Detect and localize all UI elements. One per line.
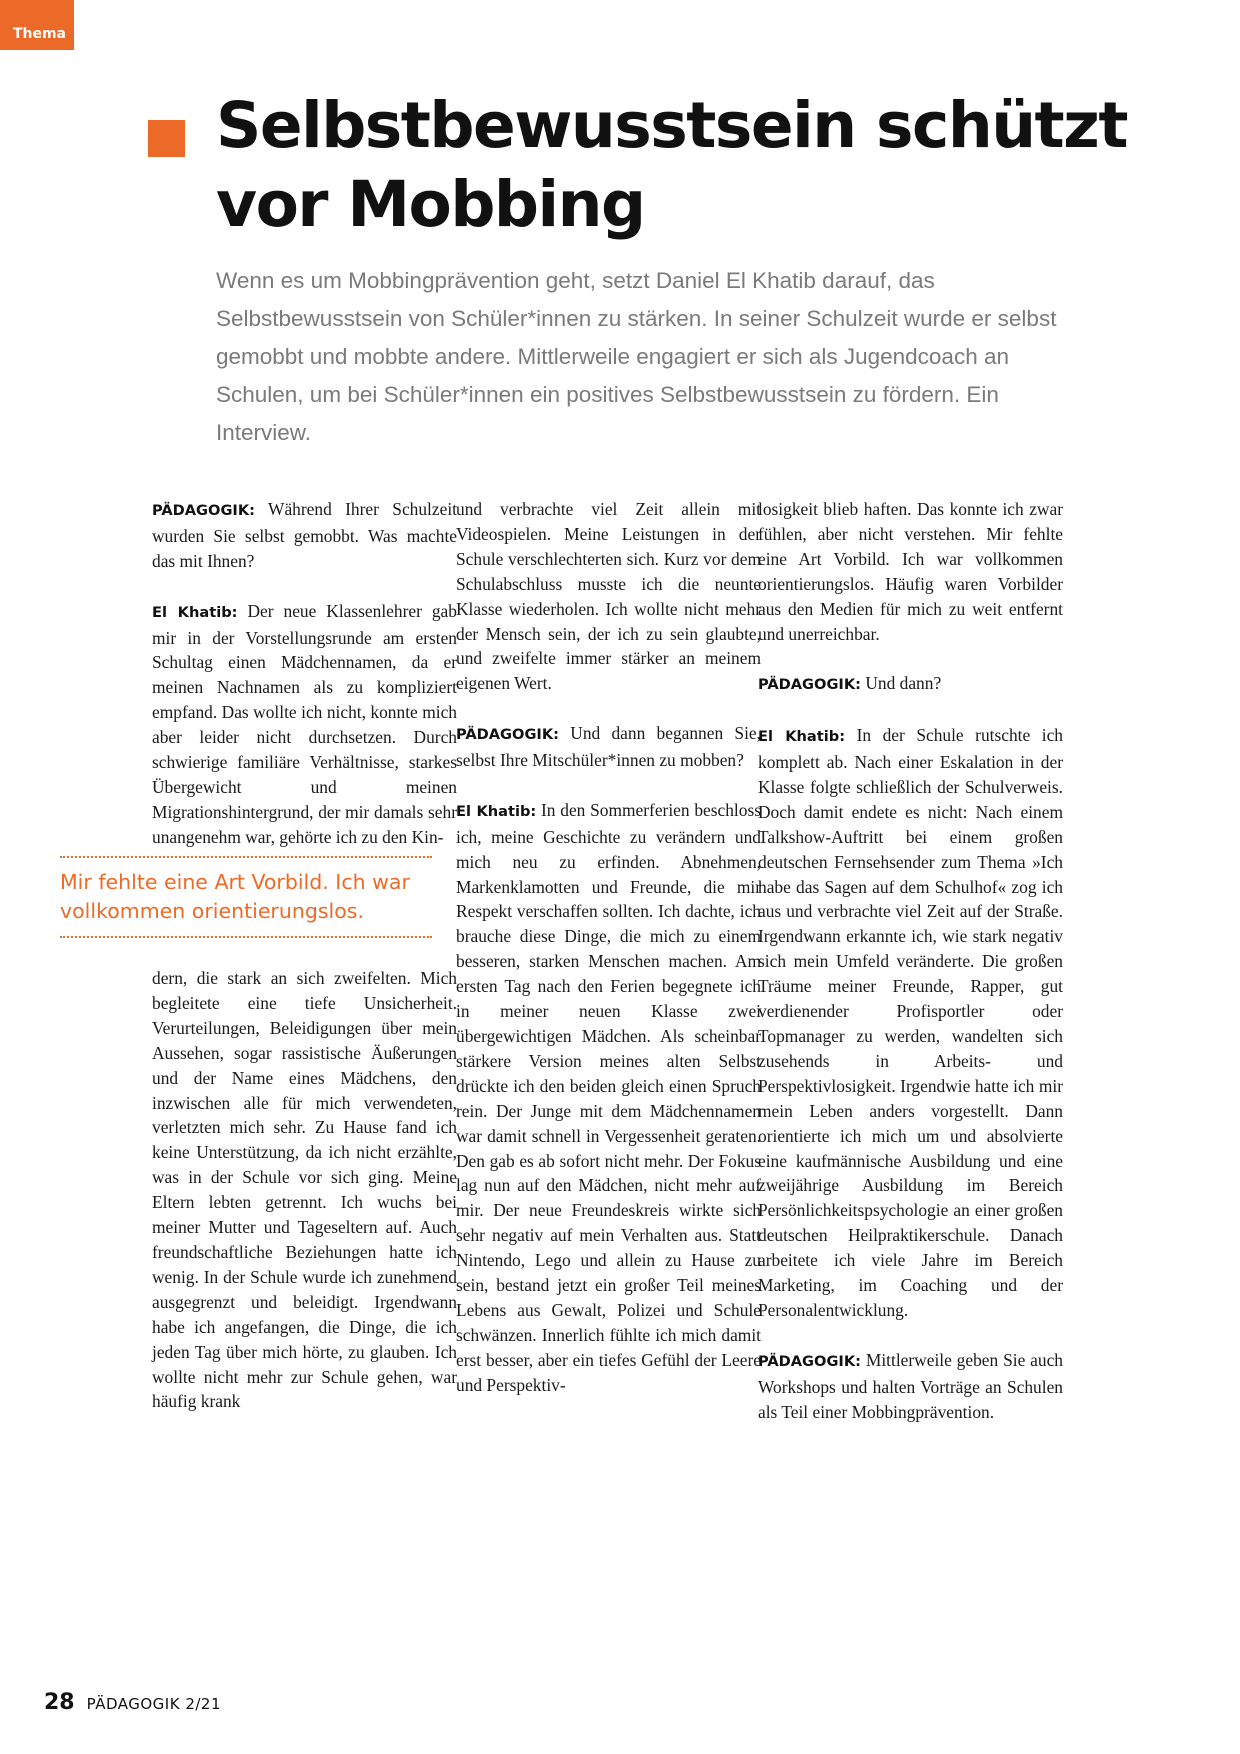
speaker-label: El Khatib:: [152, 603, 238, 621]
speaker-label: El Khatib:: [456, 802, 537, 820]
column-1-bottom: [152, 966, 457, 1414]
column-2: [456, 497, 761, 1398]
answer-text: Der neue Klassenlehrer gab mir in der Vorstellungsrunde am ersten Schultag einen Mädchennamen, da er meinen Nachnamen als zu kompliziert empfand. Das wollte ich nicht, konnte mich aber leider nicht durchsetzen. Durch schwierige familiäre Verhältnisse, starkes Übergewicht und meinen Migrationshintergrund, der mir damals sehr unangenehm war, gehörte ich zu den Kin-: [152, 600, 457, 847]
interview-answer: [758, 723, 1063, 1323]
interview-question: [758, 671, 1063, 698]
title-marker-square: [148, 120, 185, 157]
section-tab-label: Thema: [12, 26, 66, 42]
speaker-label: El Khatib:: [758, 728, 846, 746]
article-title: Selbstbewusstsein schützt vor Mobbing: [216, 89, 1127, 241]
interview-answer: [152, 599, 457, 850]
question-text: Und dann begannen Sie, selbst Ihre Mitschüler*innen zu mobben?: [456, 723, 761, 771]
answer-continuation: dern, die stark an sich zweifelten. Mich begleitete eine tiefe Unsicherheit. Verurteilungen, Beleidigungen über mein Aussehen, sogar rassistische Äußerungen und der Name eines Mädchens, den inzwischen alle für mich verwendeten, verletzten mich sehr. Zu Hause fand ich keine Unterstützung, da ich nicht erzählte, was in der Schule vor sich ging. Meine Eltern lebten getrennt. Ich wuchs bei meiner Mutter und Tageseltern auf. Auch freundschaftliche Beziehungen hatte ich wenig. In der Schule wurde ich zunehmend ausgegrenzt und beleidigt. Irgendwann habe ich angefangen, die Dinge, die ich jeden Tag über mich hörte, zu glauben. Ich wollte nicht mehr zur Schule gehen, war häufig krank: [152, 968, 457, 1412]
page-footer: [44, 1690, 221, 1715]
answer-continuation: losigkeit blieb haften. Das konnte ich zwar fühlen, aber nicht verstehen. Mir fehlte eine Art Vorbild. Ich war vollkommen orientierungslos. Häufig waren Vorbilder aus den Medien für mich zu weit entfernt und unerreichbar.: [758, 499, 1063, 644]
speaker-label: PÄDAGOGIK:: [758, 1352, 861, 1370]
interview-question: [758, 1348, 1063, 1425]
answer-continuation: und verbrachte viel Zeit allein mit Videospielen. Meine Leistungen in der Schule verschlechterten sich. Kurz vor dem Schulabschluss musste ich die neunte Klasse wiederholen. Ich wollte nicht mehr der Mensch sein, der ich zu sein glaubte, und zweifelte immer stärker an meinem eigenen Wert.: [456, 499, 761, 694]
interview-question: [456, 721, 761, 773]
page-number: 28: [44, 1690, 75, 1715]
column-1-top: [152, 497, 457, 850]
section-tab: [0, 0, 74, 50]
interview-question: [152, 497, 457, 574]
issue-label: PÄDAGOGIK 2/21: [86, 1695, 222, 1713]
column-3: [758, 497, 1063, 1424]
speaker-label: PÄDAGOGIK:: [152, 502, 255, 519]
question-text: Mittlerweile geben Sie auch Workshops und halten Vorträge an Schulen als Teil einer Mobbingprävention.: [758, 1349, 1063, 1422]
article-lead: Wenn es um Mobbingprävention geht, setzt Daniel El Khatib darauf, das Selbstbewusstsein von Schüler*innen zu stärken. In seiner Schulzeit wurde er selbst gemobbt und mobbte andere. Mittlerweile engagiert er sich als Jugendcoach an Schulen, um bei Schüler*innen ein positives Selbstbewusstsein zu fördern. Ein Interview.: [216, 268, 1057, 445]
answer-text: In der Schule rutschte ich komplett ab. Nach einer Eskalation in der Klasse folgte schließlich der Schulverweis. Doch damit endete es nicht: Nach einem Talkshow-Auftritt bei einem großen deutschen Fernsehsender zum Thema »Ich habe das Sagen auf dem Schulhof« zog ich aus und verbrachte viel Zeit auf der Straße. Irgendwann erkannte ich, wie stark negativ sich mein Umfeld veränderte. Die großen Träume meiner Freunde, Rapper, gut verdienender Profisportler oder Topmanager zu werden, wandelten sich zusehends in Arbeits- und Perspektivlosigkeit. Irgendwie hatte ich mir mein Leben anders vorgestellt. Dann orientierte ich mich um und absolvierte eine kaufmännische Ausbildung und eine zweijährige Ausbildung im Bereich Persönlichkeitspsychologie an einer großen deutschen Heilpraktikerschule. Danach arbeitete ich viele Jahre im Bereich Marketing, im Coaching und der Personalentwicklung.: [758, 725, 1063, 1320]
speaker-label: PÄDAGOGIK:: [758, 676, 861, 694]
question-text: Und dann?: [861, 673, 942, 694]
speaker-label: PÄDAGOGIK:: [456, 726, 559, 744]
pull-quote-text: Mir fehlte eine Art Vorbild. Ich war vollkommen orientierungslos.: [60, 870, 410, 923]
answer-text: In den Sommerferien beschloss ich, meine Geschichte zu verändern und mich neu zu erfinden. Abnehmen, Markenklamotten und Freunde, die mir Respekt verschaffen sollten. Ich dachte, ich brauche diese Dinge, die mich zu einem besseren, starken Menschen machen. Am ersten Tag nach den Ferien begegnete ich in meiner neuen Klasse zwei übergewichtigen Mädchen. Als scheinbar stärkere Version meines alten Selbst drückte ich den beiden gleich einen Spruch rein. Der Junge mit dem Mädchennamen war damit schnell in Vergessenheit geraten. Den gab es ab sofort nicht mehr. Der Fokus lag nun auf den Mädchen, nicht mehr auf mir. Der neue Freundeskreis wirkte sich sehr negativ auf mein Verhalten aus. Statt Nintendo, Lego und allein zu Hause zu sein, bestand jetzt ein großer Teil meines Lebens aus Gewalt, Polizei und Schule schwänzen. Innerlich fühlte ich mich damit erst besser, aber ein tiefes Gefühl der Leere und Perspektiv-: [456, 799, 761, 1395]
question-text: Während Ihrer Schulzeit wurden Sie selbst gemobbt. Was machte das mit Ihnen?: [152, 499, 457, 571]
interview-answer: [456, 798, 761, 1398]
pull-quote: [60, 856, 432, 938]
